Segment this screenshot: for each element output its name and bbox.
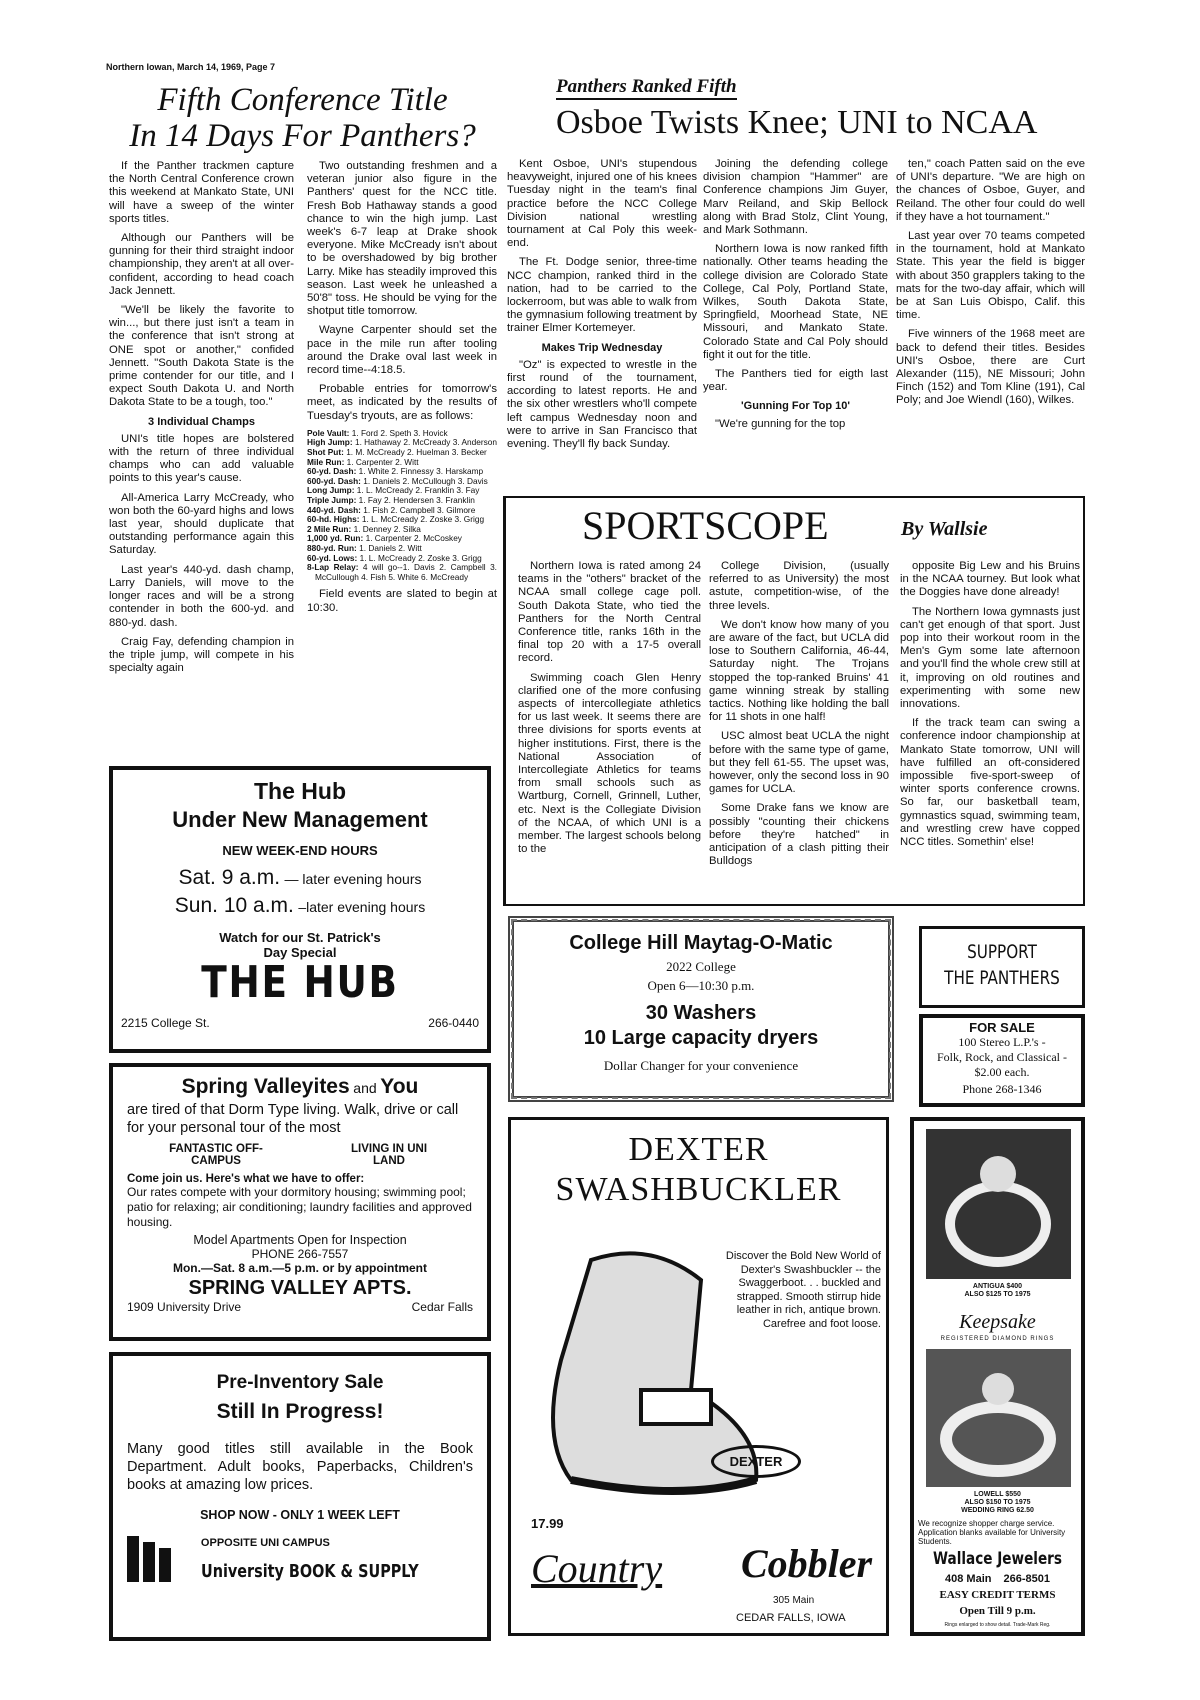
paragraph: opposite Big Lew and his Bruins in the NCAA tourney. But look what the Doggies have done already! <box>900 560 1080 599</box>
entry-event: 60-yd. Dash: <box>307 466 357 477</box>
sat-rest: — later evening hours <box>284 871 422 887</box>
dexter-price: 17.99 <box>531 1516 564 1531</box>
for-sale-line: $2.00 each. <box>974 1065 1030 1079</box>
paragraph: "Oz" is expected to wrestle in the first round of the tournament, according to latest reports. He and the six other wrestlers who'll compete left campus Wednesday noon and were to arrive in San Francisco that evening. They'll fly back Sunday. <box>507 358 697 451</box>
entry-event: Shot Put: <box>307 447 344 458</box>
headline-line: Fifth Conference Title <box>157 82 448 118</box>
maytag-address: 2022 College <box>666 959 736 974</box>
hub-hours-label: NEW WEEK-END HOURS <box>222 843 378 858</box>
ring-label: ALSO $125 TO 1975 <box>964 1291 1031 1298</box>
keepsake-logo: Keepsake <box>959 1311 1036 1333</box>
wallace-ad <box>910 1117 1085 1636</box>
dexter-ad <box>508 1117 889 1636</box>
entry-names: 1. Daniels 2. Witt <box>359 542 422 553</box>
buckle <box>641 1390 711 1424</box>
paragraph: "We're gunning for the top <box>715 417 846 430</box>
paragraph: Craig Fay, defending champion in the triple jump, will compete in his specialty again <box>109 635 294 675</box>
paragraph: Some Drake fans we know are possibly "counting their chickens before they're hatched" in anticipation of a clash pitting their Bulldogs <box>709 802 889 868</box>
paragraph: The Ft. Dodge senior, three-time NCC champion, ranked third in the nation, had to be carried to the lockerroom, but was able to walk from the gymnasium following treatment by trainer Elmer Kortemeyer. <box>507 256 697 335</box>
entry-names: 1. Ford 2. Speth 3. Hovick <box>351 427 448 438</box>
entry-names: 1. Fish 2. Campbell 3. Gilmore <box>363 504 476 515</box>
sun-rest: –later evening hours <box>298 899 426 915</box>
wrestling-col-2 <box>703 158 888 488</box>
dexter-address: 305 Main <box>773 1595 815 1606</box>
paragraph: Kent Osboe, UNI's stupendous heavyweight, injured one of his knees Tuesday night in the team's final practice before the NCC College Division national wrestling tournament at Cal Poly this week-end. <box>507 158 697 250</box>
for-sale-ad <box>919 1014 1085 1107</box>
wallace-address: 408 Main <box>945 1573 992 1585</box>
sv-and: and <box>353 1080 377 1096</box>
entry-names: 1. L. McCready 2. Zoske 3. Grigg <box>361 514 485 525</box>
track-col-2 <box>307 160 497 760</box>
subhead: 3 Individual Champs <box>148 415 255 428</box>
wallace-note: We recognize shopper charge service. Application blanks available for University Students. <box>918 1519 1066 1546</box>
spring-valley-ad <box>109 1063 491 1341</box>
paragraph: If the Panther trackmen capture the North Central Conference crown this weekend at Mankato State, UNI will have a sweep of the winter sports titles. <box>109 160 294 225</box>
hub-address: 2215 College St. <box>121 1016 210 1030</box>
sv-features: Our rates compete with your dormitory housing; swimming pool; patio for relaxing; air conditioning; laundry facilities and approved housing. <box>127 1185 472 1229</box>
paragraph: Field events are slated to begin at 10:30. <box>307 588 497 614</box>
wallace-open: Open Till 9 p.m. <box>959 1605 1036 1617</box>
store-logo-cobbler: Cobbler <box>741 1541 873 1586</box>
entry-names: 1. L. McCready 2. Franklin 3. Fay <box>356 485 480 496</box>
sportscope-box <box>503 496 1085 906</box>
paragraph: Although our Panthers will be gunning for their third straight indoor championship, they aren't at all over-confident, according to head coach Jack Jennett. <box>109 232 294 297</box>
paragraph: Last year's 440-yd. dash champ, Larry Daniels, will move to the longer races and will be a strong contender in both the 600-yd. and 880-yd. dash. <box>109 563 294 629</box>
paragraph: Wayne Carpenter should set the pace in the mile run after tooling around the Drake oval last week in record time--4:18.5. <box>307 324 497 377</box>
sv-offer: Come join us. Here's what we have to offer: <box>127 1173 365 1185</box>
entry-names: 1. Denney 2. Silka <box>353 523 421 534</box>
entry-event: 2 Mile Run: <box>307 523 352 534</box>
paragraph: Probable entries for tomorrow's meet, as indicated by the results of Tuesday's tryouts, are as follows: <box>307 383 497 422</box>
sv-name: SPRING VALLEY APTS. <box>188 1277 412 1299</box>
paragraph: UNI's title hopes are bolstered with the return of three individual champs who can add valuable points to this year's cause. <box>109 432 294 485</box>
entries-list <box>307 429 497 583</box>
paragraph: The Panthers tied for eigth last year. <box>703 368 888 394</box>
book-logo-mark <box>127 1532 193 1582</box>
book-location: OPPOSITE UNI CAMPUS <box>200 1537 330 1549</box>
wallace-fine: Rings enlarged to show detail. Trade-Mark Reg. <box>944 1622 1051 1628</box>
paragraph: All-America Larry McCready, who won both the 60-yard highs and lows last year, should duplicate that outstanding performance again this Saturday. <box>109 491 294 557</box>
sv-model: Model Apartments Open for Inspection <box>193 1233 407 1247</box>
entry-event: Pole Vault: <box>307 427 350 438</box>
maytag-title: College Hill Maytag-O-Matic <box>569 932 833 954</box>
dexter-copy: Discover the Bold New World of Dexter's Swashbuckler -- the Swaggerboot. . . buckled and strapped. Smooth stirrup hide leather in rich, antique brown. Carefree and foot loose. <box>725 1250 881 1330</box>
sv-city: Cedar Falls <box>411 1300 473 1314</box>
entry-event: Mile Run: <box>307 456 345 467</box>
entry-event: Long Jump: <box>307 485 355 496</box>
wrestling-col-3 <box>896 158 1085 488</box>
paragraph: Northern Iowa is rated among 24 teams in the "others" bracket of the NCAA small college cage poll. South Dakota State, who tied the Panthers for the North Central Conference title, ranks 16th in the final top 20 with a 17-5 overall record. <box>518 560 701 665</box>
book-logo: University BOOK & SUPPLY <box>200 1561 419 1582</box>
maytag-dryers: 10 Large capacity dryers <box>583 1027 819 1049</box>
entry-names: 1. L. McCready 2. Zoske 3. Grigg <box>359 552 482 563</box>
for-sale-phone: Phone 268-1346 <box>962 1082 1042 1096</box>
hub-subtitle: Under New Management <box>172 807 428 832</box>
paragraph: We don't know how many of you are aware of the fact, but UCLA did lose to Southern California, 46-44, Saturday night. The Trojans stopped the top-ranked Bruins' 41 game winning streak by stalling tactics. Nothing like holding the ball for 11 shots in one half! <box>709 618 889 724</box>
wrestling-kicker: Panthers Ranked Fifth <box>556 76 737 100</box>
sportscope-col-1 <box>518 560 701 900</box>
for-sale-line: Folk, Rock, and Classical - <box>937 1050 1067 1064</box>
book-title-1: Pre-Inventory Sale <box>216 1372 384 1393</box>
wrestling-col-1 <box>507 158 697 488</box>
entry-event: 600-yd. Dash: <box>307 475 361 486</box>
support-line: SUPPORT <box>967 941 1037 963</box>
sv-tag-right: LIVING IN UNI LAND <box>350 1143 428 1167</box>
sv-hours: Mon.—Sat. 8 a.m.—5 p.m. or by appointment <box>172 1261 428 1275</box>
dateline: Northern Iowan, March 14, 1969, Page 7 <box>106 62 276 72</box>
bookstore-ad <box>109 1352 491 1641</box>
ring-label: ALSO $150 TO 1975 <box>964 1499 1031 1506</box>
support-line: THE PANTHERS <box>944 967 1060 989</box>
dexter-title: DEXTER <box>628 1131 769 1168</box>
subhead: Makes Trip Wednesday <box>541 341 663 354</box>
entry-names: 4 will go--1. Davis 2. Campbell 3. McCullough 4. Fish 5. White 6. McCready <box>315 562 497 582</box>
sv-intro: are tired of that Dorm Type living. Walk, drive or call for your personal tour of the most <box>127 1102 459 1136</box>
paragraph: Swimming coach Glen Henry clarified one of the more confusing aspects of intercollegiate athletics for us last week. It seems there are three divisions for sports events at higher institutions. First, there is the National Association of Intercollegiate Athletics for teams from small schools such as Wartburg, Cornell, Grinnell, Luther, etc. Next is the Collegiate Division of the NCAA, of which UNI is a member. The largest schools belong to the <box>518 671 701 856</box>
paragraph: ten," coach Patten said on the eve of UNI's departure. "We are high on the chances of Osboe, Guyer, and Reiland. The other four could do well if they have a hot tournament." <box>896 158 1085 223</box>
entry-event: 440-yd. Dash: <box>307 504 361 515</box>
entry-event: 1,000 yd. Run: <box>307 533 364 544</box>
for-sale-title: FOR SALE <box>969 1020 1035 1035</box>
wallace-name: Wallace Jewelers <box>933 1549 1062 1569</box>
subhead: 'Gunning For Top 10' <box>741 400 850 413</box>
paragraph: Northern Iowa is now ranked fifth nationally. Other teams heading the college division are Colorado State College, Cal Poly, Portland State, Wilkes, South Dakota State, Springfield, Moorhead State, NE Missouri, and Mankato State. Colorado State and Cal Poly should fight it out for the title. <box>703 243 888 361</box>
entry-names: 1. Carpenter 2. Witt <box>346 456 419 467</box>
sv-address: 1909 University Drive <box>127 1300 242 1314</box>
wrestling-headline: Osboe Twists Knee; UNI to NCAA <box>556 104 1038 141</box>
maytag-washers: 30 Washers <box>645 1002 757 1024</box>
paragraph: USC almost beat UCLA the night before with the same type of game, but they fell 61-55. The upset was, however, only the second loss in 90 games for UCLA. <box>709 730 889 796</box>
hub-phone: 266-0440 <box>428 1016 479 1030</box>
paragraph: Two outstanding freshmen and a veteran junior also figure in the Panthers' quest for the NCC title. Fresh Bob Hathaway stands a good chance to win the high jump. Last week's 6-7 leap at Drake shook everyone. Mike McCready isn't about to be overshadowed by big brother Larry. Mike has steadily improved this season. Last week he unleashed a 50'8" toss. He should be vying for the shotput title tomorrow. <box>307 160 497 318</box>
entry-event: 60-yd. Lows: <box>307 552 358 563</box>
sv-you: You <box>380 1075 419 1098</box>
support-ad <box>919 926 1085 1008</box>
hub-logo: THE HUB <box>201 957 399 1008</box>
paragraph: "We'll be likely the favorite to win..., but there just isn't a team in the conference that isn't strong at ONE spot or another," confided Jennett. "South Dakota State is the prime contender for our title, and I expect South Dakota U. and North Dakota State to be a tough, too." <box>109 304 294 409</box>
entry-event: 60-hd. Highs: <box>307 514 360 525</box>
wallace-phone: 266-8501 <box>1003 1573 1050 1585</box>
hub-title: The Hub <box>254 778 346 804</box>
keepsake-sub: REGISTERED DIAMOND RINGS <box>940 1336 1055 1342</box>
ring-label: WEDDING RING 62.50 <box>961 1507 1034 1514</box>
maytag-hours: Open 6—10:30 p.m. <box>647 978 755 993</box>
entry-names: 1. Fay 2. Hendersen 3. Franklin <box>358 495 475 506</box>
entry-names: 1. White 2. Finnessy 3. Harskamp <box>358 466 484 477</box>
entry-event: 8-Lap Relay: <box>307 562 359 573</box>
track-headline <box>109 82 496 154</box>
entry-names: 1. M. McCready 2. Huelman 3. Becker <box>346 447 487 458</box>
entry-names: 1. Hathaway 2. McCready 3. Anderson <box>354 437 497 448</box>
entry-event: 880-yd. Run: <box>307 542 357 553</box>
sv-phone: PHONE 266-7557 <box>251 1247 349 1261</box>
entry-names: 1. Carpenter 2. McCoskey <box>365 533 462 544</box>
paragraph: Joining the defending college division champion "Hammer" are Conference champions Jim Guyer, Marv Reiland, and Skip Bellock along with Brad Stolz, Clint Young, and Mark Sothmann. <box>703 158 888 237</box>
book-body: Many good titles still available in the Book Department. Adult books, Paperbacks, Children's books at amazing low prices. <box>127 1441 473 1493</box>
sportscope-byline: By Wallsie <box>901 518 988 540</box>
maytag-footer: Dollar Changer for your convenience <box>603 1058 799 1073</box>
paragraph: College Division, (usually referred to as University) the most astute, competition-wise, of the three levels. <box>709 560 889 612</box>
paragraph: If the track team can swing a conference indoor championship at Mankato State tomorrow, UNI will have fulfilled an oft-considered impossible five-sport-sweep of winter sports conference crowns. So far, our basketball team, gymnastics squad, swimming team, and wrestling crew have copped NCC titles. Somethin' else! <box>900 717 1080 849</box>
sv-title: Spring Valleyites <box>181 1075 350 1098</box>
headline-line: In 14 Days For Panthers? <box>129 118 476 154</box>
dexter-title: SWASHBUCKLER <box>555 1171 842 1208</box>
dexter-city: CEDAR FALLS, IOWA <box>736 1612 846 1624</box>
paragraph: Five winners of the 1968 meet are back to defend their titles. Besides UNI's Osboe, there are Curt Alexander (115), NE Missouri; John Finch (152) and Tom Kline (191), Cal Poly; and Joe Wiendl (160), Wilkes. <box>896 328 1085 407</box>
hub-ad <box>109 766 491 1053</box>
track-col-1 <box>109 160 294 760</box>
book-cta: SHOP NOW - ONLY 1 WEEK LEFT <box>200 1508 400 1522</box>
ring-label: ANTIGUA $400 <box>972 1283 1023 1290</box>
entry-names: 1. Daniels 2. McCullough 3. Davis <box>363 475 488 486</box>
book-title-2: Still In Progress! <box>216 1400 384 1423</box>
sportscope-col-3 <box>900 560 1080 900</box>
entry-row <box>307 563 497 582</box>
dexter-badge: DEXTER <box>711 1445 801 1478</box>
for-sale-line: 100 Stereo L.P.'s - <box>958 1035 1046 1049</box>
sv-tag-left: FANTASTIC OFF-CAMPUS <box>169 1143 263 1167</box>
store-logo-country: Country <box>531 1546 663 1591</box>
paragraph: Last year over 70 teams competed in the tournament, hold at Mankato State. This year the field is bigger with about 350 grapplers taking to the mats for the two-day affair, which will be at San Luis Obispo, Calif. this time. <box>896 230 1085 322</box>
entry-event: Triple Jump: <box>307 495 357 506</box>
hub-special: Watch for our St. Patrick's Day Special <box>219 930 381 960</box>
ring-label: LOWELL $550 <box>974 1491 1021 1498</box>
paragraph: The Northern Iowa gymnasts just can't get enough of that sport. Just pop into their workout room in the Men's Gym some late afternoon and you'll find the whole crew still at it, improving on old routines and experimenting with some new innovations. <box>900 605 1080 711</box>
sun-hours: Sun. 10 a.m. <box>174 894 294 917</box>
ring-image-antigua <box>926 1129 1071 1279</box>
ring-image-lowell <box>926 1349 1071 1487</box>
maytag-ad <box>508 916 894 1102</box>
sportscope-col-2 <box>709 560 889 900</box>
sportscope-title: SPORTSCOPE <box>582 503 829 548</box>
sat-hours: Sat. 9 a.m. <box>178 866 281 889</box>
entry-event: High Jump: <box>307 437 353 448</box>
wallace-terms: EASY CREDIT TERMS <box>939 1589 1056 1601</box>
